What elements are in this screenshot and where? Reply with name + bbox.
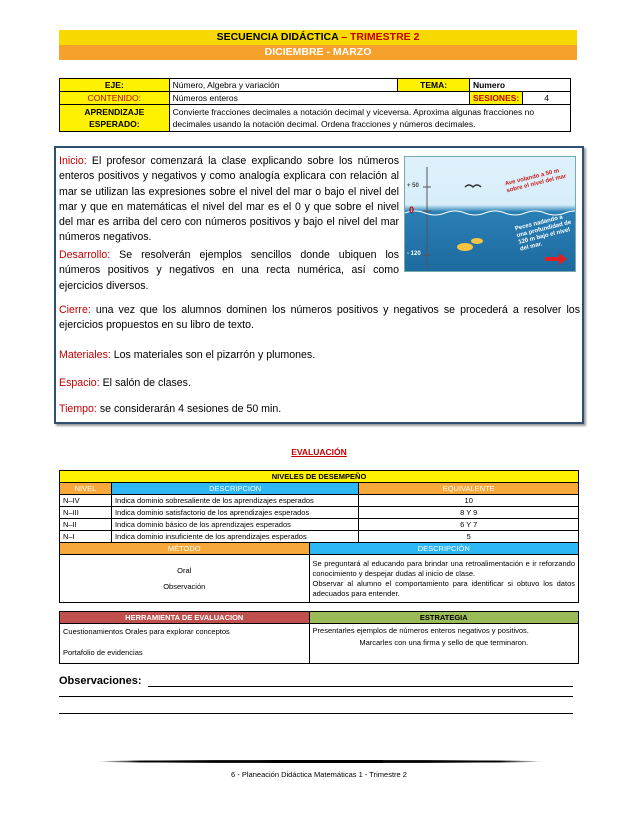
fish-caption: Peces nadando a una profundidad de 120 m bajo el nivel del mar.: [514, 214, 572, 253]
inicio-paragraph: [59, 154, 399, 246]
herramienta-cell: [60, 624, 310, 664]
inicio-label: Inicio:: [59, 155, 87, 167]
herramienta-header: HERRAMIENTA DE EVALUACION: [60, 612, 310, 624]
metodo-table: [59, 542, 579, 603]
estrategia-1: Presentarles ejemplos de números enteros negativos y positivos.: [312, 626, 529, 635]
metodo-cell: [60, 555, 310, 603]
descripcion-cell: [309, 555, 579, 603]
descripcion-2: Observar al alumno el comportamiento para identificar si obtuvo los datos adecuados para entender.: [312, 578, 575, 598]
cierre-paragraph: [59, 303, 580, 334]
observaciones-line-1: [148, 673, 573, 687]
nivel-cell: N–IV: [60, 495, 112, 507]
title-sep: –: [338, 31, 350, 43]
document-title: [59, 30, 577, 45]
minus120-label: - 120: [407, 251, 421, 257]
observaciones-line-2: [59, 696, 573, 697]
cierre-text: una vez que los alumnos dominen los números positivos y negativos se procederá a resolver los ejercicios propuestos en su libro de texto.: [59, 304, 580, 332]
inicio-text: El profesor comenzará la clase explicando sobre los números enteros positivos y negativos y como analogía explicara con relación al mar se utilizan las expresiones sobre el nivel del mar o bajo el nivel del mar y que en matemáticas el nivel del mar es el 0 y que sobre el nivel del mar es arriba del cero con números positivos y bajo el nivel del mar números negativos.: [59, 155, 399, 244]
materiales-paragraph: [59, 348, 580, 363]
eq-cell: 10: [359, 495, 579, 507]
materiales-text: Los materiales son el pizarrón y plumones.: [110, 349, 316, 361]
table-row: [60, 507, 579, 519]
tiempo-label: Tiempo:: [59, 403, 97, 415]
col-descripcion: DESCRIPCION: [111, 483, 358, 495]
desc-cell: Indica dominio sobresaliente de los aprendizajes esperados: [111, 495, 358, 507]
table-row: [60, 495, 579, 507]
sea-level-illustration: [404, 156, 576, 272]
descripcion-1: Se preguntará al educando para brindar una retroalimentación e ir reforzando conocimiento y despejar dudas al inicio de clase.: [312, 558, 575, 578]
eq-cell: 6 Y 7: [359, 519, 579, 531]
table-row: [60, 531, 579, 543]
observaciones-label: Observaciones:: [59, 675, 142, 687]
info-table: [59, 78, 571, 132]
aprendizaje-value: Convierte fracciones decimales a notación decimal y viceversa. Aproxima algunas fracciones no decimales usando la notación decimal. Ordena fracciones y números decimales.: [169, 105, 570, 132]
nivel-cell: N–II: [60, 519, 112, 531]
contenido-value: Números enteros: [169, 92, 469, 105]
desarrollo-label: Desarrollo:: [59, 249, 111, 261]
desc-cell: Indica dominio insuficiente de los aprendizajes esperados: [111, 531, 358, 543]
plus50-label: + 50: [407, 183, 419, 189]
observaciones-line-3: [59, 713, 573, 714]
eq-cell: 8 Y 9: [359, 507, 579, 519]
eq-cell: 5: [359, 531, 579, 543]
cierre-label: Cierre:: [59, 304, 91, 316]
espacio-paragraph: [59, 376, 580, 391]
metodo-oral: Oral: [177, 565, 192, 575]
aprendizaje-label-2: ESPERADO:: [89, 119, 140, 129]
desc-cell: Indica dominio básico de los aprendizajes esperados: [111, 519, 358, 531]
nivel-cell: N–I: [60, 531, 112, 543]
sesiones-value: 4: [523, 92, 571, 105]
niveles-title: NIVELES DE DESEMPEÑO: [60, 471, 579, 483]
espacio-text: El salón de clases.: [99, 377, 191, 389]
estrategia-2: Marcarles con una firma y sello de que terminaron.: [359, 638, 529, 647]
aprendizaje-label-1: APRENDIZAJE: [84, 107, 145, 117]
herramienta-2: Portafolio de evidencias: [63, 648, 143, 657]
eje-value: Número, Algebra y variación: [169, 79, 398, 92]
eje-label: EJE:: [60, 79, 170, 92]
materiales-label: Materiales:: [59, 349, 111, 361]
bird-caption: Ave volando a 50 m sobre el nivel del mar: [504, 168, 568, 195]
title-trimestre: TRIMESTRE 2: [349, 31, 420, 43]
herramienta-1: Cuestionamientos Orales para explorar conceptos: [63, 627, 230, 636]
tema-label: TEMA:: [398, 79, 470, 92]
plan-box: [54, 146, 584, 424]
zero-label: 0: [409, 205, 415, 215]
col-equivalente: EQUIVALENTE: [359, 483, 579, 495]
estrategia-header: ESTRATEGIA: [309, 612, 578, 624]
table-row: [60, 519, 579, 531]
col-nivel: NIVEL: [60, 483, 112, 495]
aprendizaje-label: [60, 105, 170, 132]
document-subtitle: DICIEMBRE - MARZO: [59, 45, 577, 60]
desc-cell: Indica dominio satisfactorio de los aprendizajes esperados: [111, 507, 358, 519]
niveles-table: [59, 470, 579, 543]
herramienta-table: [59, 611, 579, 664]
tiempo-text: se considerarán 4 sesiones de 50 min.: [96, 403, 282, 415]
metodo-observacion: Observación: [163, 581, 206, 591]
footer-divider: [95, 760, 545, 763]
desarrollo-text: Se resolverán ejemplos sencillos donde ubiquen los números positivos y negativos en una recta numérica, así como ejercicios diversos.: [59, 249, 399, 292]
metodo-header: MÉTODO: [60, 543, 310, 555]
contenido-label: CONTENIDO:: [60, 92, 170, 105]
tiempo-paragraph: [59, 402, 580, 417]
nivel-cell: N–III: [60, 507, 112, 519]
espacio-label: Espacio:: [59, 377, 100, 389]
page-footer: 6 - Planeación Didáctica Matemáticas 1 - Trimestre 2: [231, 770, 407, 779]
title-main: SECUENCIA DIDÁCTICA: [216, 31, 339, 43]
tema-value: Numero: [469, 79, 570, 92]
sesiones-label: SESIONES:: [469, 92, 522, 105]
estrategia-cell: [309, 624, 578, 664]
desarrollo-paragraph: [59, 248, 399, 294]
evaluacion-title: EVALUACIÓN: [291, 447, 347, 457]
descripcion-header: DESCRIPCIÓN: [309, 543, 579, 555]
